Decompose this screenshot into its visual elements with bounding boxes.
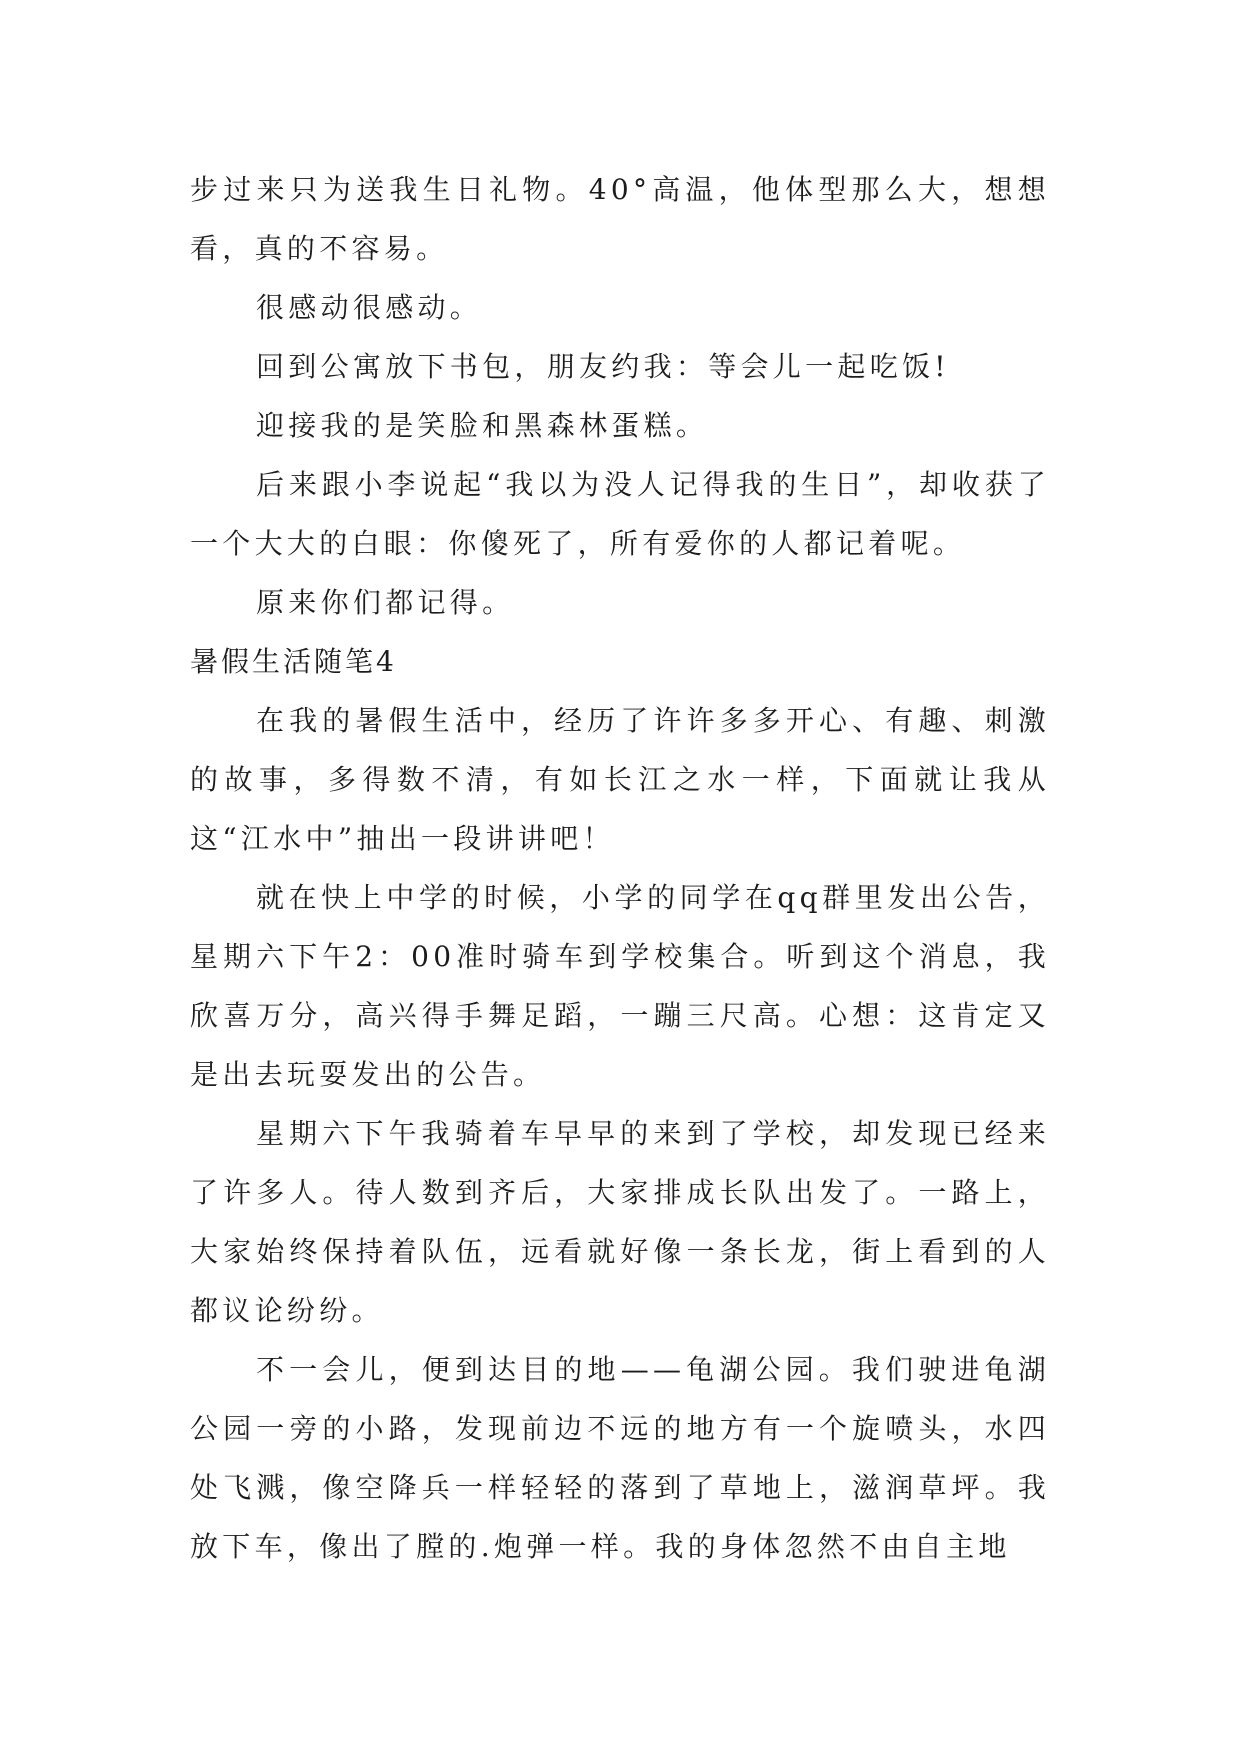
- paragraph: 迎接我的是笑脸和黑森林蛋糕。: [256, 409, 709, 442]
- paragraph: 回到公寓放下书包，朋友约我：等会儿一起吃饭!: [256, 350, 950, 383]
- section-heading: 暑假生活随笔4: [190, 645, 397, 678]
- paragraph: 在我的暑假生活中，经历了许许多多开心、有趣、刺激的故事，多得数不清，有如长江之水一样，下面就让我从这“江水中”抽出一段讲讲吧！: [190, 704, 1050, 855]
- paragraph: 星期六下午我骑着车早早的来到了学校，却发现已经来了许多人。待人数到齐后，大家排成长队出发了。一路上，大家始终保持着队伍，远看就好像一条长龙，街上看到的人都议论纷纷。: [190, 1117, 1050, 1327]
- paragraph-continuation: 步过来只为送我生日礼物。40°高温，他体型那么大，想想看，真的不容易。: [190, 173, 1050, 265]
- paragraph: 原来你们都记得。: [256, 586, 515, 619]
- paragraph: 后来跟小李说起“我以为没人记得我的生日”，却收获了一个大大的白眼：你傻死了，所有爱你的人都记着呢。: [190, 468, 1050, 560]
- paragraph: 就在快上中学的时候，小学的同学在qq群里发出公告，星期六下午2：00准时骑车到学校集合。听到这个消息，我欣喜万分，高兴得手舞足蹈，一蹦三尺高。心想：这肯定又是出去玩耍发出的公告。: [190, 881, 1050, 1091]
- document-page: [190, 160, 1050, 1576]
- paragraph: 很感动很感动。: [256, 291, 483, 324]
- paragraph: 不一会儿，便到达目的地——龟湖公园。我们驶进龟湖公园一旁的小路，发现前边不远的地方有一个旋喷头，水四处飞溅，像空降兵一样轻轻的落到了草地上，滋润草坪。我放下车，像出了膛的.炮弹一样。我的身体忽然不由自主地: [190, 1353, 1050, 1563]
